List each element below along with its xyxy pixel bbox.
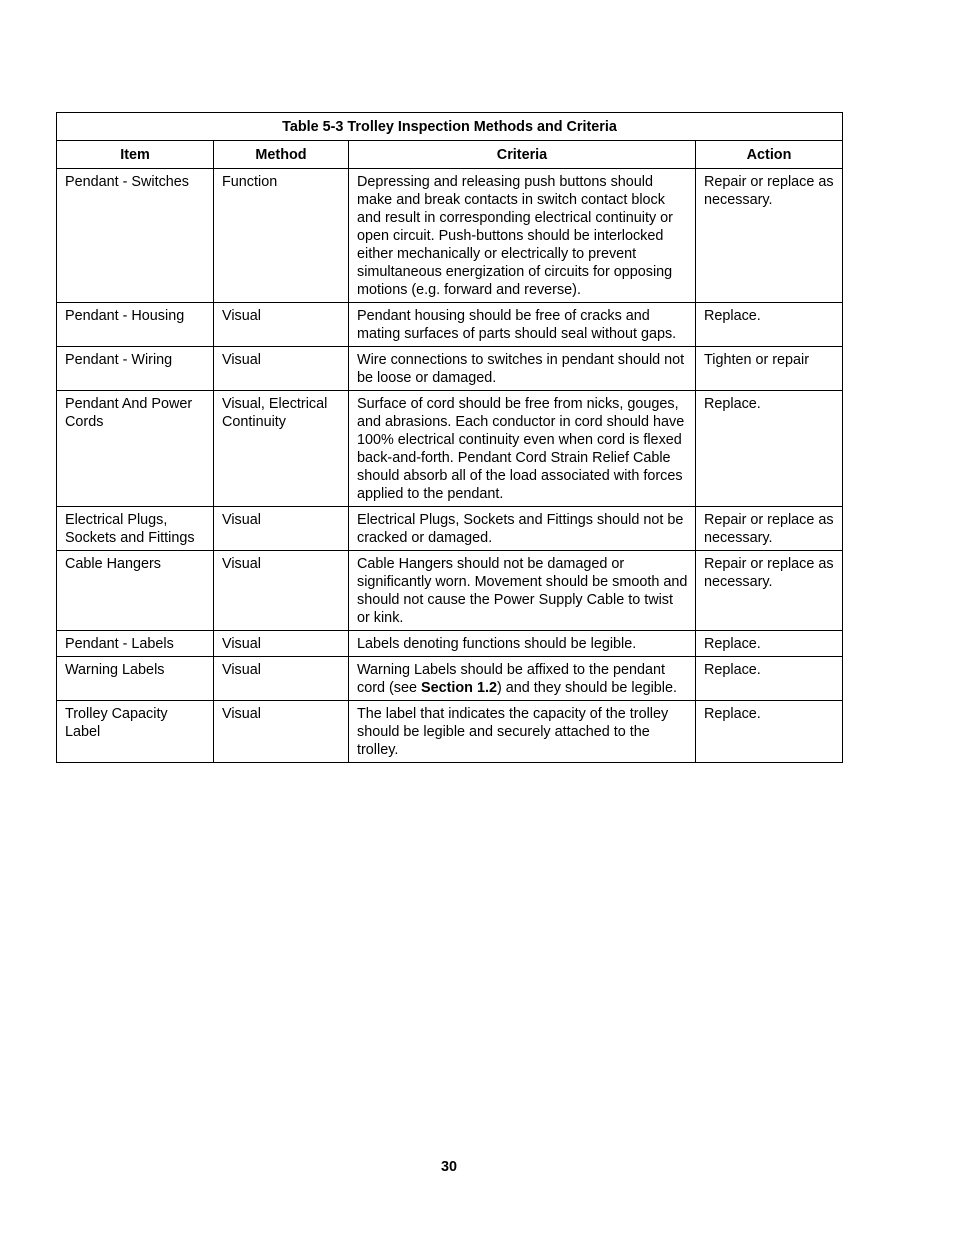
cell-item: Cable Hangers (57, 551, 214, 631)
table-caption: Table 5-3 Trolley Inspection Methods and Criteria (57, 113, 843, 141)
cell-item: Trolley Capacity Label (57, 701, 214, 763)
header-method: Method (214, 141, 349, 169)
table-row (57, 551, 843, 631)
table-row (57, 507, 843, 551)
criteria-text: ) and they should be legible. (496, 680, 677, 696)
cell-action: Repair or replace as necessary. (696, 551, 843, 631)
cell-method: Function (214, 169, 349, 303)
cell-criteria: Pendant housing should be free of cracks and mating surfaces of parts should seal without gaps. (349, 303, 696, 347)
cell-method: Visual (214, 701, 349, 763)
table-row (57, 631, 843, 657)
cell-criteria (349, 657, 696, 701)
cell-item: Pendant - Labels (57, 631, 214, 657)
section-reference: Section 1.2 (421, 680, 497, 696)
trolley-inspection-table (56, 112, 843, 763)
table-caption-row (57, 113, 843, 141)
table-row (57, 701, 843, 763)
cell-action: Repair or replace as necessary. (696, 507, 843, 551)
cell-method: Visual (214, 303, 349, 347)
header-item: Item (57, 141, 214, 169)
table-row (57, 303, 843, 347)
cell-action: Replace. (696, 657, 843, 701)
cell-criteria: Electrical Plugs, Sockets and Fittings should not be cracked or damaged. (349, 507, 696, 551)
cell-method: Visual (214, 347, 349, 391)
cell-action: Replace. (696, 701, 843, 763)
cell-action: Repair or replace as necessary. (696, 169, 843, 303)
cell-method: Visual (214, 631, 349, 657)
table-row (57, 657, 843, 701)
table-row (57, 169, 843, 303)
table-row (57, 347, 843, 391)
cell-method: Visual (214, 551, 349, 631)
cell-method: Visual (214, 657, 349, 701)
table-row (57, 391, 843, 507)
cell-item: Pendant - Switches (57, 169, 214, 303)
cell-criteria: Surface of cord should be free from nicks, gouges, and abrasions. Each conductor in cord should have 100% electrical continuity even when cord is flexed back-and-forth. Pendant Cord Strain Relief Cable should absorb all of the load associated with forces applied to the pendant. (349, 391, 696, 507)
page-number: 30 (440, 1159, 457, 1175)
cell-action: Tighten or repair (696, 347, 843, 391)
cell-criteria: Wire connections to switches in pendant should not be loose or damaged. (349, 347, 696, 391)
cell-criteria: Depressing and releasing push buttons should make and break contacts in switch contact block and result in corresponding electrical continuity or open circuit. Push-buttons should be interlocked either mechanically or electrically to prevent simultaneous energization of circuits for opposing motions (e.g. forward and reverse). (349, 169, 696, 303)
cell-method: Visual, Electrical Continuity (214, 391, 349, 507)
cell-item: Pendant And Power Cords (57, 391, 214, 507)
table-header-row (57, 141, 843, 169)
criteria-text: Warning Labels should be affixed to the pendant cord (see (357, 662, 666, 696)
cell-method: Visual (214, 507, 349, 551)
cell-criteria: Labels denoting functions should be legible. (349, 631, 696, 657)
header-criteria: Criteria (349, 141, 696, 169)
cell-action: Replace. (696, 631, 843, 657)
cell-action: Replace. (696, 303, 843, 347)
header-action: Action (696, 141, 843, 169)
cell-criteria: The label that indicates the capacity of the trolley should be legible and securely attached to the trolley. (349, 701, 696, 763)
cell-item: Warning Labels (57, 657, 214, 701)
cell-criteria: Cable Hangers should not be damaged or significantly worn. Movement should be smooth and should not cause the Power Supply Cable to twist or kink. (349, 551, 696, 631)
cell-item: Pendant - Wiring (57, 347, 214, 391)
cell-item: Pendant - Housing (57, 303, 214, 347)
cell-action: Replace. (696, 391, 843, 507)
cell-item: Electrical Plugs, Sockets and Fittings (57, 507, 214, 551)
